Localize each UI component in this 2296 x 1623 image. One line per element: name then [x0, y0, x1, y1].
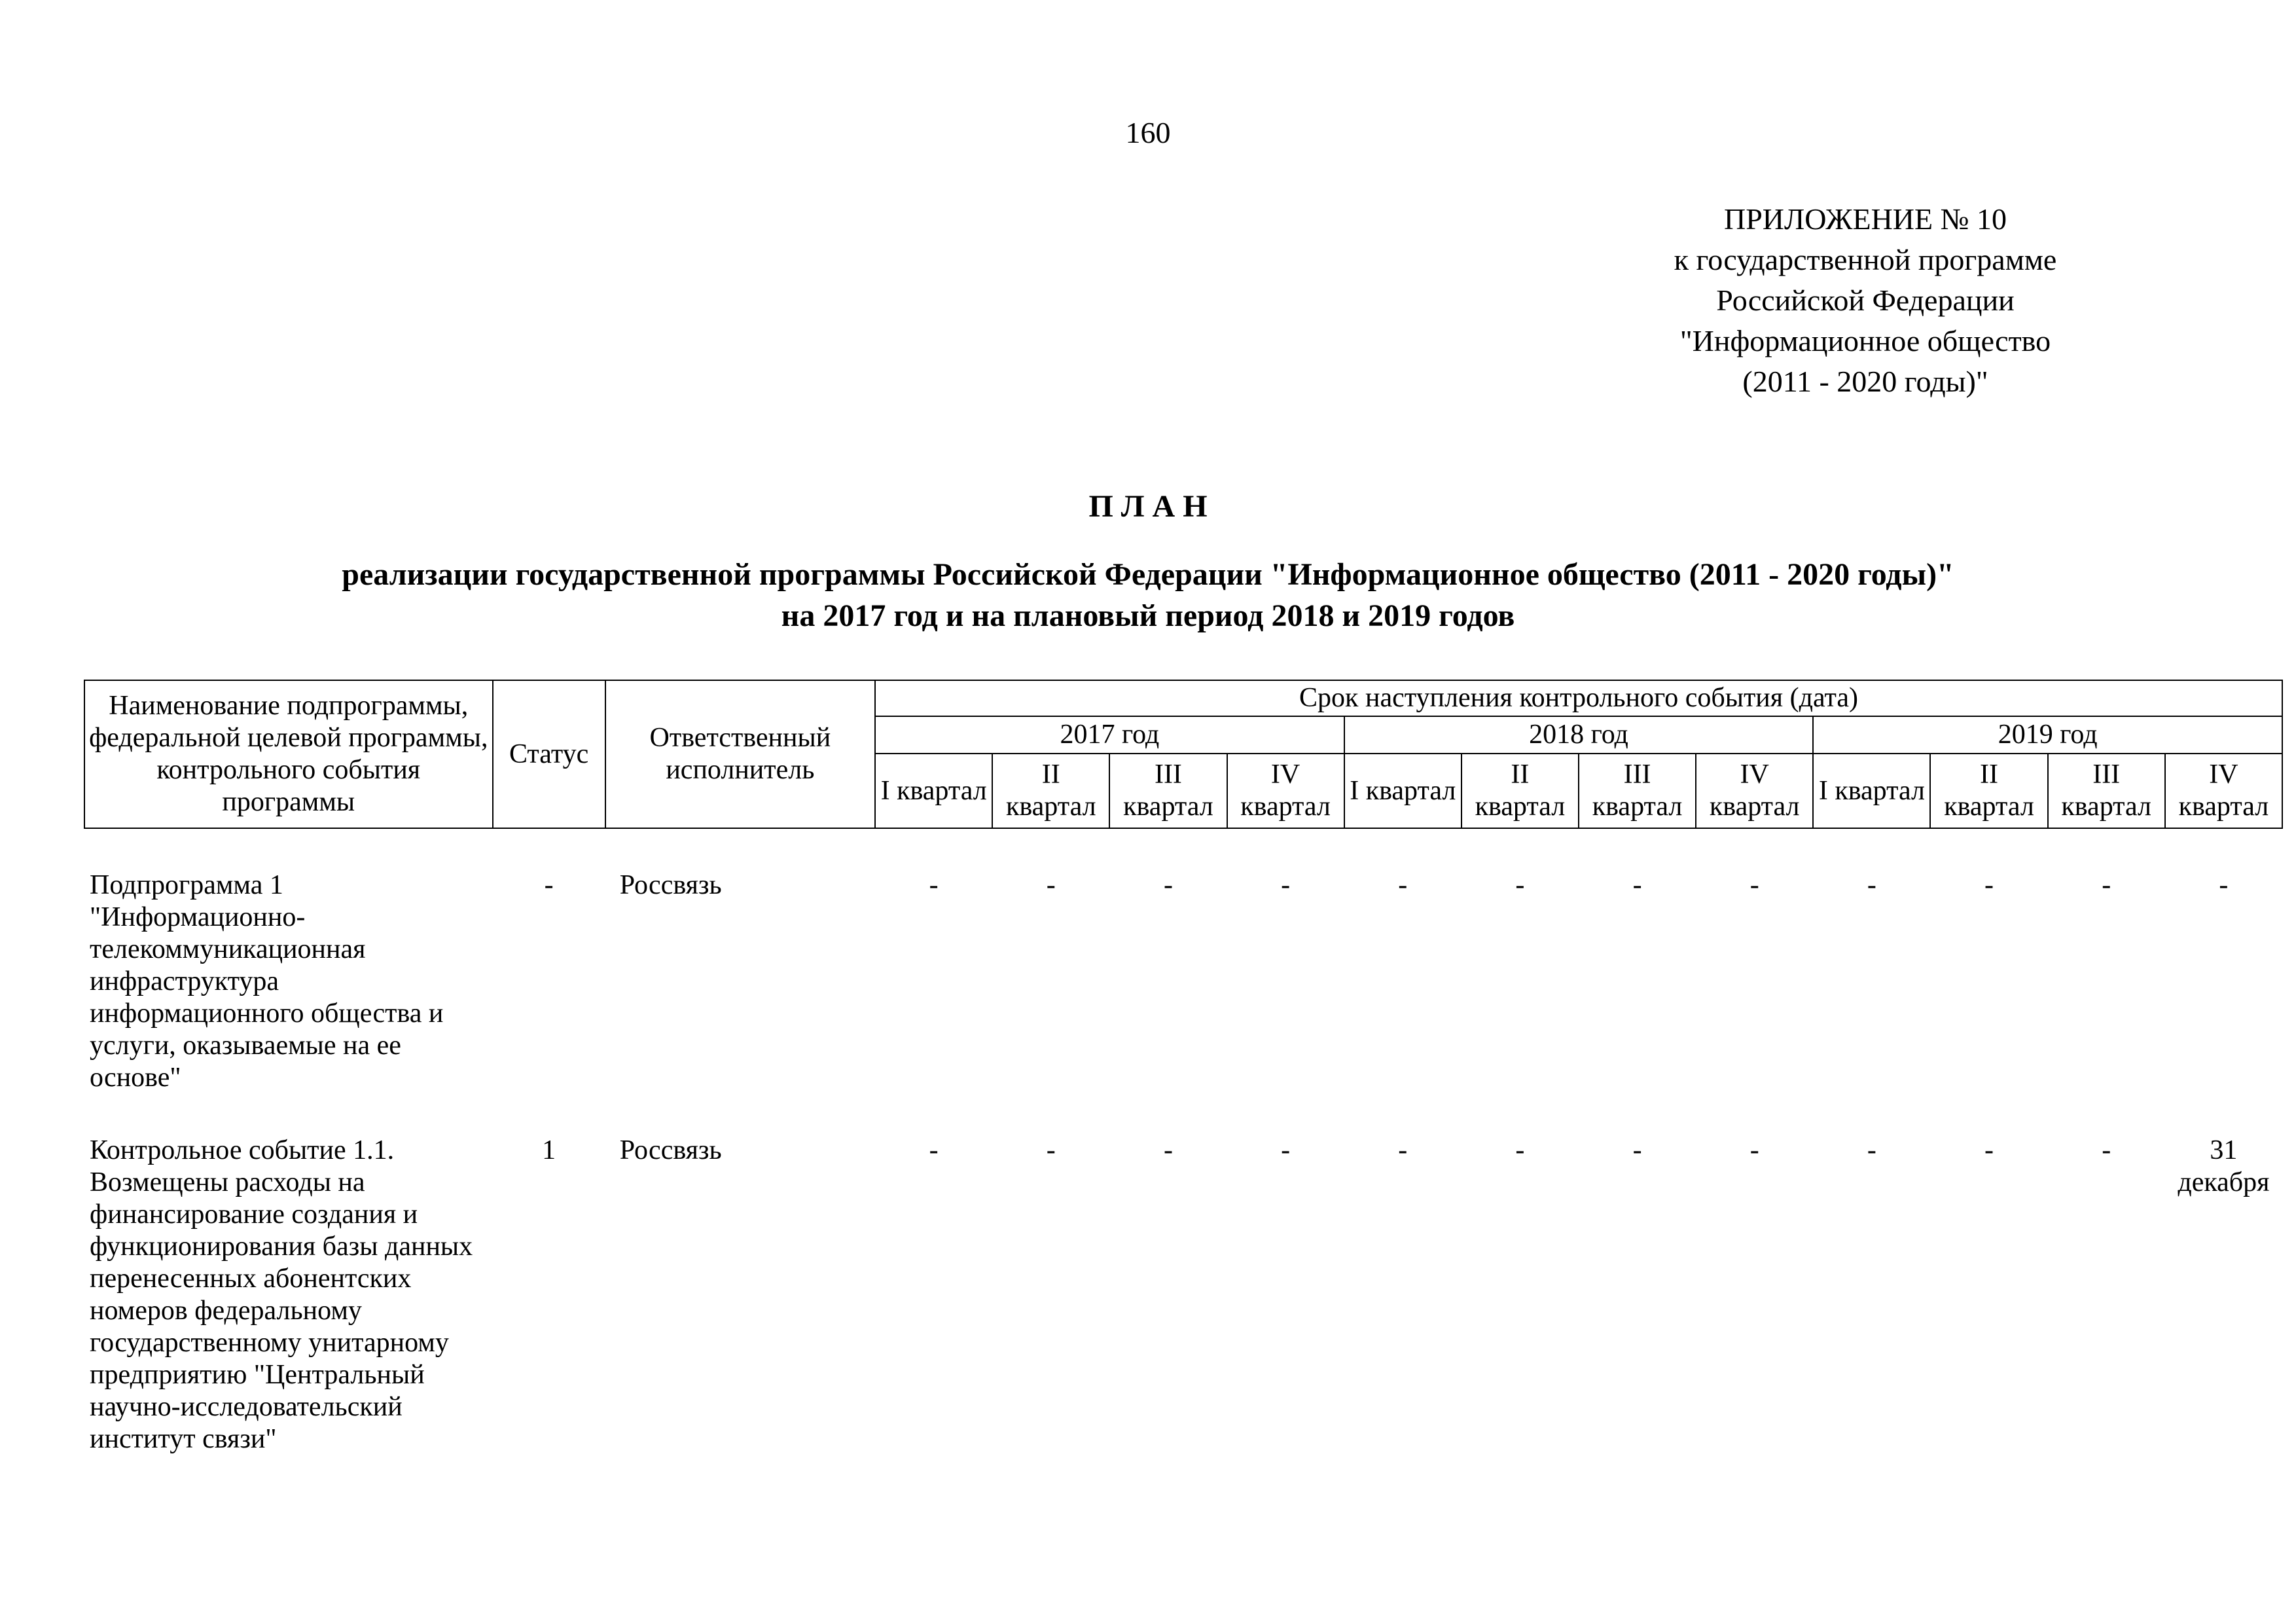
- page-number: 160: [1125, 116, 1171, 149]
- cell-quarter: -: [1749, 1135, 1759, 1165]
- cell-quarter: -: [1515, 870, 1525, 900]
- table-header: [84, 680, 2282, 828]
- cell-quarter: -: [1281, 1135, 1291, 1165]
- column-header-quarter: IV квартал: [2165, 754, 2282, 828]
- cell-executor: Россвязь: [619, 870, 722, 900]
- column-header-quarter: IV квартал: [1696, 754, 1813, 828]
- column-header-year-2017: 2017 год: [875, 716, 1344, 754]
- plan-subtitle-line-2: на 2017 год и на плановый период 2018 и 2019 годов: [781, 598, 1515, 633]
- cell-quarter: -: [1163, 870, 1173, 900]
- column-header-year-2019: 2019 год: [1813, 716, 2282, 754]
- column-header-quarter: I квартал: [1813, 754, 1930, 828]
- cell-quarter: -: [1398, 870, 1408, 900]
- column-header-quarter: II квартал: [1930, 754, 2047, 828]
- column-header-executor: Ответственный исполнитель: [605, 680, 875, 828]
- cell-name: Контрольное событие 1.1. Возмещены расходы на финансирование создания и функционирования базы данных перенесенных абонентских номеров федеральному государственному унитарному предприятию "Центральный научно-исследовательский институт связи": [90, 1135, 473, 1454]
- appendix-line: Российской Федерации: [1716, 283, 2015, 317]
- plan-title: П Л А Н: [1088, 489, 1208, 524]
- cell-quarter: -: [2102, 1135, 2111, 1165]
- appendix-line: к государственной программе: [1674, 243, 2057, 276]
- cell-name: Подпрограмма 1 "Информационно-телекоммуникационная инфраструктура информационного общества и услуги, оказываемые на ее основе": [90, 870, 444, 1093]
- cell-quarter: -: [2219, 870, 2229, 900]
- cell-executor: Россвязь: [619, 1135, 722, 1165]
- column-header-status: Статус: [493, 680, 605, 828]
- cell-quarter: -: [1515, 1135, 1525, 1165]
- column-header-quarter: I квартал: [1344, 754, 1462, 828]
- cell-quarter: -: [1749, 870, 1759, 900]
- plan-subtitle-line-1: реализации государственной программы Российской Федерации "Информационное общество (2011 - 2020 годы)": [342, 557, 1954, 592]
- column-header-year-2018: 2018 год: [1344, 716, 1814, 754]
- column-header-quarter: III квартал: [1109, 754, 1227, 828]
- cell-quarter: -: [1281, 870, 1291, 900]
- column-header-quarter: II квартал: [1462, 754, 1579, 828]
- table-row: [84, 1094, 2282, 1455]
- plan-subtitle: [0, 554, 2296, 636]
- cell-quarter: -: [1984, 870, 1994, 900]
- cell-quarter: -: [929, 1135, 939, 1165]
- cell-quarter: -: [1163, 1135, 1173, 1165]
- column-header-quarter: I квартал: [875, 754, 992, 828]
- cell-status: -: [544, 870, 554, 900]
- cell-quarter: -: [1632, 870, 1642, 900]
- cell-quarter: -: [1867, 1135, 1876, 1165]
- cell-quarter: -: [1046, 1135, 1056, 1165]
- column-header-quarter: III квартал: [2048, 754, 2165, 828]
- column-header-quarter: IV квартал: [1227, 754, 1344, 828]
- appendix-line: ПРИЛОЖЕНИЕ № 10: [1723, 202, 2007, 236]
- cell-quarter: 31 декабря: [2178, 1135, 2270, 1197]
- cell-quarter: -: [1398, 1135, 1408, 1165]
- cell-quarter: -: [1046, 870, 1056, 900]
- appendix-block: [1525, 199, 2206, 402]
- column-header-quarter: II квартал: [992, 754, 1109, 828]
- appendix-line: (2011 - 2020 годы)": [1742, 365, 1988, 398]
- cell-quarter: -: [2102, 870, 2111, 900]
- cell-quarter: -: [1632, 1135, 1642, 1165]
- cell-quarter: -: [1867, 870, 1876, 900]
- appendix-line: "Информационное общество: [1679, 324, 2051, 357]
- column-header-quarter: III квартал: [1579, 754, 1696, 828]
- table-row: [84, 828, 2282, 1094]
- cell-status: 1: [542, 1135, 556, 1165]
- cell-quarter: -: [929, 870, 939, 900]
- column-header-deadline: Срок наступления контрольного события (дата): [875, 680, 2282, 716]
- schedule-table: [84, 680, 2283, 1455]
- cell-quarter: -: [1984, 1135, 1994, 1165]
- header-row-1: [84, 680, 2282, 716]
- column-header-name: Наименование подпрограммы, федеральной целевой программы, контрольного события программы: [84, 680, 493, 828]
